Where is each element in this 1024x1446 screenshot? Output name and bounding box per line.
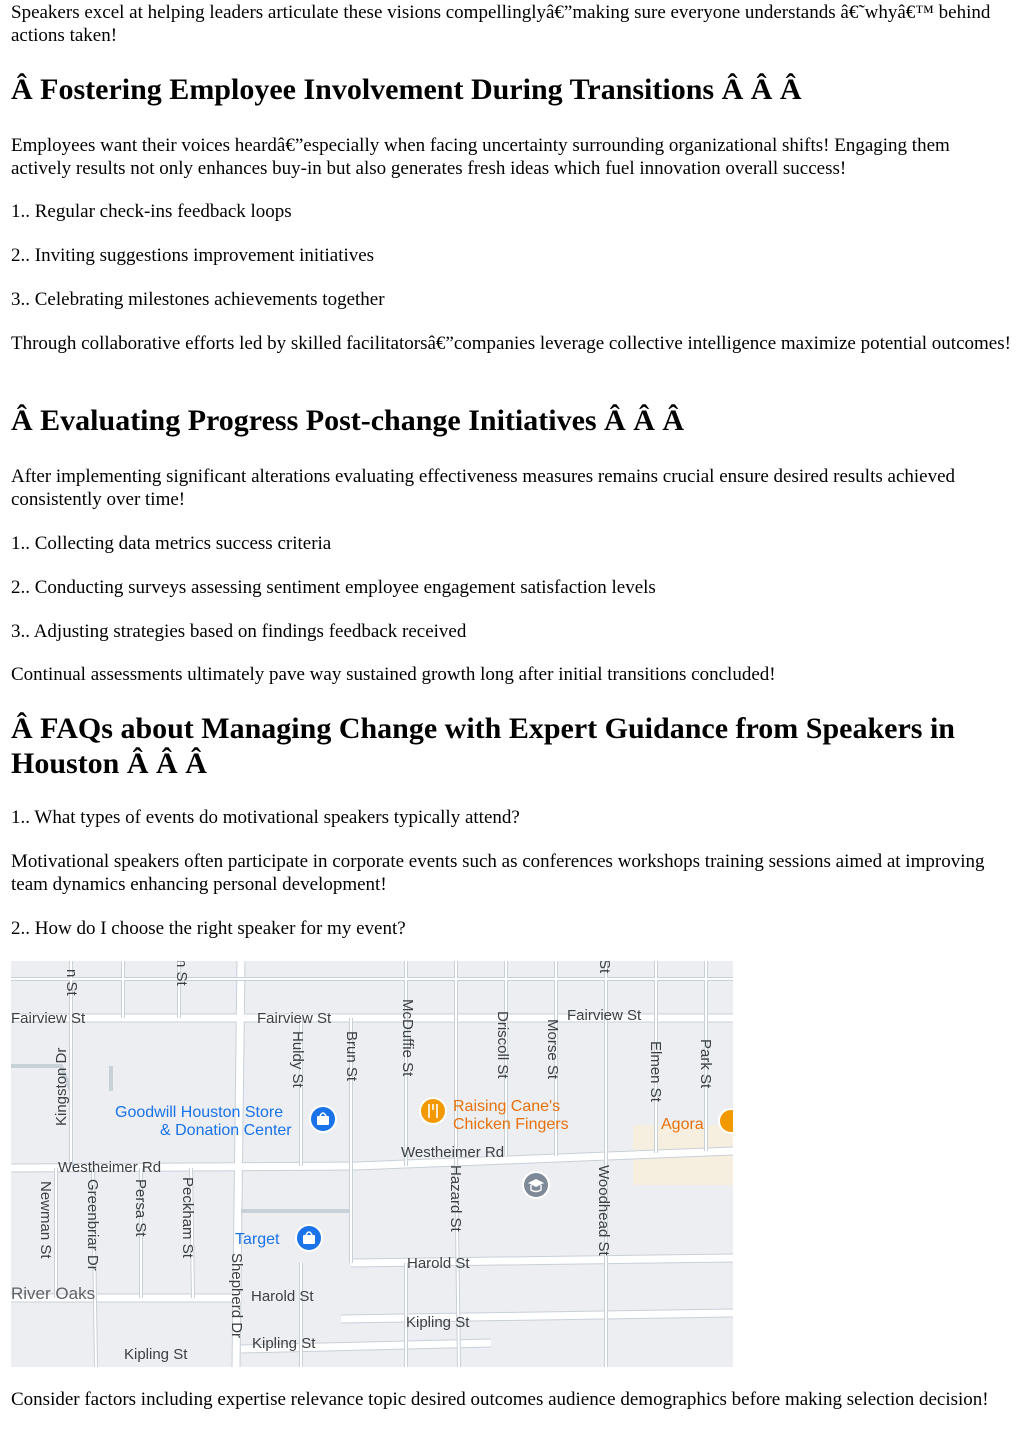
street-label: Elmen St <box>647 1041 664 1102</box>
street-label: Kipling St <box>124 1346 188 1363</box>
street-label: Morse St <box>544 1019 561 1080</box>
fork-knife-icon[interactable] <box>420 1098 446 1124</box>
section-heading-faqs: Â FAQs about Managing Change with Expert Guidance from Speakers in Houston Â Â Â <box>11 712 955 780</box>
street-label: n St <box>63 969 80 996</box>
list-item: 3.. Adjusting strategies based on findings feedback received <box>11 621 467 642</box>
list-item: 2.. Conducting surveys assessing sentiment employee engagement satisfaction levels <box>11 577 656 598</box>
street-map[interactable] <box>11 961 733 1367</box>
street-label: Persa St <box>132 1179 149 1237</box>
intro-paragraph: Speakers excel at helping leaders articulate these visions compellinglyâ€”making sure everyone understands â€˜whyâ€™ behind actions taken! <box>11 2 991 46</box>
list-item: 1.. Collecting data metrics success criteria <box>11 533 332 554</box>
poi-label-raising-canes: Raising Cane's <box>453 1098 561 1115</box>
street-label: Harold St <box>251 1288 314 1305</box>
poi-label-goodwill: & Donation Center <box>160 1122 292 1139</box>
street-label: Park St <box>697 1039 714 1089</box>
street-label: Westheimer Rd <box>401 1144 505 1161</box>
section-intro-evaluating: After implementing significant alterations evaluating effectiveness measures remains crucial ensure desired results achieved consistently over time! <box>11 466 956 510</box>
poi-label-goodwill: Goodwill Houston Store <box>115 1104 284 1121</box>
street-label: Fairview St <box>11 1010 86 1027</box>
fork-knife-icon[interactable] <box>719 1109 733 1133</box>
poi-label-raising-canes: Chicken Fingers <box>453 1116 569 1133</box>
section-closing-involvement: Through collaborative efforts led by skilled facilitatorsâ€”companies leverage collective intelligence maximize potential outcomes! <box>11 333 1011 354</box>
street-label: Fairview St <box>567 1007 642 1024</box>
street-label: Kipling St <box>406 1314 470 1331</box>
street-label: Westheimer Rd <box>58 1159 162 1176</box>
street-label: Driscoll St <box>494 1011 511 1079</box>
street-label: n St <box>173 961 190 986</box>
street-label: Huldy St <box>289 1031 306 1088</box>
faq-question: 1.. What types of events do motivational speakers typically attend? <box>11 807 520 828</box>
street-label: Peckham St <box>179 1177 196 1258</box>
section-intro-involvement: Employees want their voices heardâ€”especially when facing uncertainty surrounding organizational shifts! Engaging them actively results not only enhances buy-in but also generates fresh ideas which fuel innovation overall success! <box>11 135 950 179</box>
street-label: Shepherd Dr <box>228 1253 245 1339</box>
street-label: Brun St <box>343 1031 360 1082</box>
street-label: Hazard St <box>447 1165 464 1232</box>
poi-label-target: Target <box>235 1231 280 1248</box>
faq-answer: Motivational speakers often participate in corporate events such as conferences workshops training sessions aimed at improving team dynamics enhancing personal development! <box>11 851 985 895</box>
list-item: 1.. Regular check-ins feedback loops <box>11 201 292 222</box>
section-heading-involvement: Â Fostering Employee Involvement During Transitions Â Â Â <box>11 73 802 106</box>
section-heading-evaluating: Â Evaluating Progress Post-change Initiatives Â Â Â <box>11 404 685 437</box>
shopping-bag-icon[interactable] <box>296 1225 322 1251</box>
list-item: 2.. Inviting suggestions improvement initiatives <box>11 245 375 266</box>
street-label: Newman St <box>37 1181 54 1259</box>
street-label: Kipling St <box>252 1335 316 1352</box>
street-label: Fairview St <box>257 1010 332 1027</box>
street-label: Kingston Dr <box>53 1047 70 1126</box>
faq-answer: Consider factors including expertise relevance topic desired outcomes audience demographics before making selection decision! <box>11 1389 989 1410</box>
graduation-cap-icon[interactable] <box>523 1172 549 1198</box>
section-closing-evaluating: Continual assessments ultimately pave way sustained growth long after initial transitions concluded! <box>11 664 776 685</box>
poi-label-agora: Agora <box>661 1116 704 1133</box>
street-label: Greenbriar Dr <box>84 1179 101 1271</box>
street-label: McDuffie St <box>399 999 416 1077</box>
street-label: St <box>596 961 613 974</box>
street-label: Woodhead St <box>595 1165 612 1256</box>
area-label: River Oaks <box>11 1284 96 1303</box>
list-item: 3.. Celebrating milestones achievements together <box>11 289 385 310</box>
street-label: Harold St <box>407 1255 470 1272</box>
shopping-bag-icon[interactable] <box>310 1106 336 1132</box>
faq-question: 2.. How do I choose the right speaker for my event? <box>11 918 406 939</box>
